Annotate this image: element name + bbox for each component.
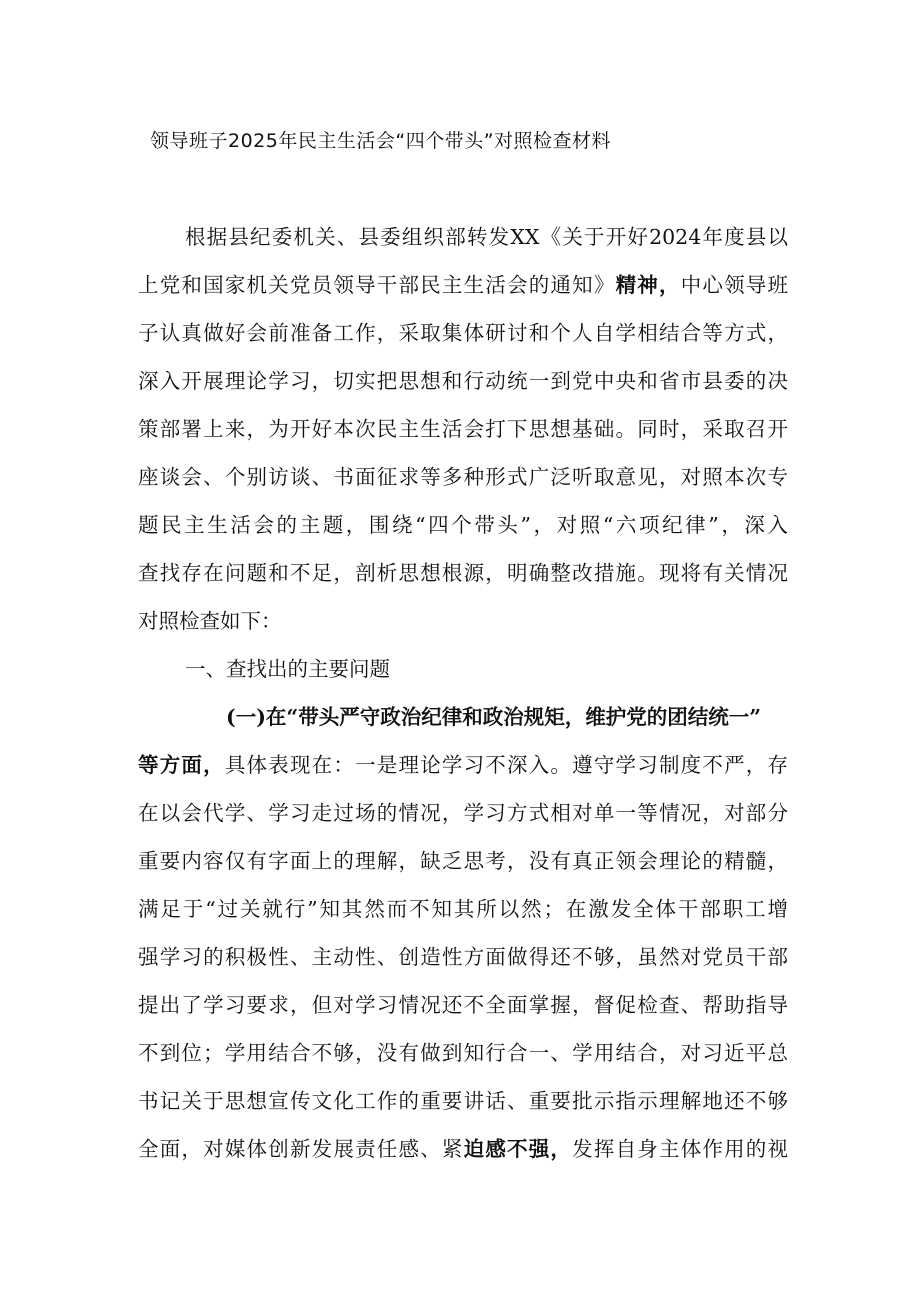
paragraph-line: [138, 460, 788, 508]
text-run: 题民主生活会的主题，围绕“四个带头”，对照“六项纪律”，深入: [138, 513, 788, 537]
text-run: 对照检查如下：: [138, 609, 282, 633]
paragraph-line: [138, 988, 788, 1036]
text-run: 提出了学习要求，但对学习情况还不全面掌握，督促检查、帮助指导: [138, 993, 788, 1017]
paragraph-line: [138, 796, 788, 844]
text-run: 查找存在问题和不足，剖析思想根源，明确整改措施。现将有关情况: [138, 561, 788, 585]
text-run-bold: 迫感不强，: [463, 1137, 573, 1161]
paragraph-line: [138, 364, 788, 412]
paragraph-line: [138, 508, 788, 556]
text-run-bold: (一)在“带头严守政治纪律和政治规矩，维护党的团结统一”: [226, 705, 761, 729]
paragraph-line: [138, 940, 788, 988]
paragraph-line: [138, 556, 788, 604]
text-run: 具体表现在：一是理论学习不深入。遵守学习制度不严，存: [224, 753, 788, 777]
text-run: 重要内容仅有字面上的理解，缺乏思考，没有真正领会理论的精髓，: [138, 849, 788, 873]
text-run: 书记关于思想宣传文化工作的重要讲话、重要批示指示理解地还不够: [138, 1089, 788, 1113]
text-run: 强学习的积极性、主动性、创造性方面做得还不够，虽然对党员干部: [138, 945, 788, 969]
text-run-bold: 精神，: [615, 273, 681, 297]
text-run: 不到位；学用结合不够，没有做到知行合一、学用结合，对习近平总: [138, 1041, 788, 1065]
text-run: 上党和国家机关党员领导干部民主生活会的通知》: [138, 273, 616, 297]
text-run: 子认真做好会前准备工作，采取集体研讨和个人自学相结合等方式，: [138, 321, 788, 345]
paragraph-line: [138, 844, 788, 892]
paragraph-line: [138, 1084, 788, 1132]
paragraph-line: [138, 748, 788, 796]
text-run: 在以会代学、学习走过场的情况，学习方式相对单一等情况，对部分: [138, 801, 788, 825]
text-run: 深入开展理论学习，切实把思想和行动统一到党中央和省市县委的决: [138, 369, 788, 393]
paragraph-line: [138, 1036, 788, 1084]
subsection-heading: [226, 700, 810, 748]
paragraph-line: [138, 412, 788, 460]
text-run: 一、查找出的主要问题: [185, 657, 390, 681]
text-run: 满足于“过关就行”知其然而不知其所以然；在激发全体干部职工增: [138, 897, 788, 921]
document-title: 领导班子2025年民主生活会“四个带头”对照检查材料: [150, 130, 612, 152]
text-run: 发挥自身主体作用的视: [572, 1137, 789, 1161]
section-heading: [185, 652, 788, 700]
paragraph-line: [138, 268, 788, 316]
text-run: 中心领导班: [680, 273, 789, 297]
paragraph-line: [138, 1132, 788, 1180]
text-run-bold: 等方面，: [138, 753, 225, 777]
paragraph-line: [185, 220, 788, 268]
paragraph-line: [138, 604, 788, 652]
paragraph-line: [138, 316, 788, 364]
text-run: 全面，对媒体创新发展责任感、紧: [138, 1137, 464, 1161]
text-run: 策部署上来，为开好本次民主生活会打下思想基础。同时，采取召开: [138, 417, 788, 441]
text-run: 根据县纪委机关、县委组织部转发XX《关于开好2024年度县以: [185, 225, 788, 249]
paragraph-line: [138, 892, 788, 940]
text-run: 座谈会、个别访谈、书面征求等多种形式广泛听取意见，对照本次专: [138, 465, 788, 489]
